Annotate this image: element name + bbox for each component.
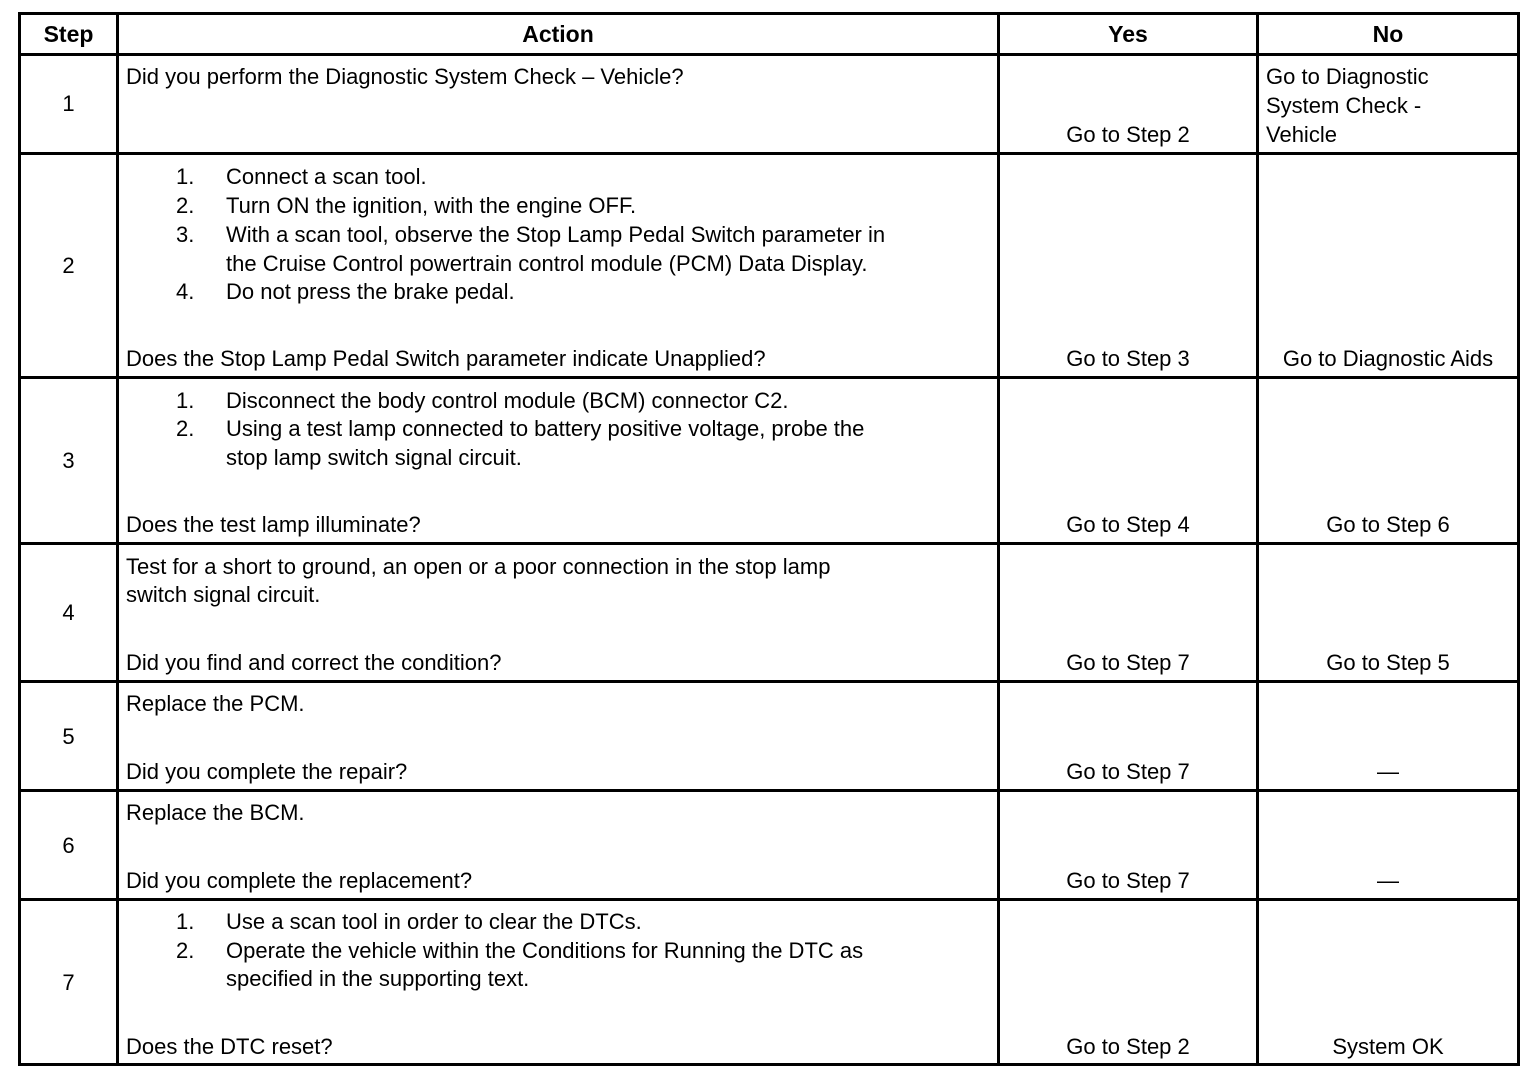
yes-result: Go to Step 3 <box>1066 346 1190 371</box>
step-number: 2 <box>62 253 75 278</box>
list-text: Turn ON the ignition, with the engine OFF. <box>226 193 637 218</box>
header-yes: Yes <box>1108 20 1148 47</box>
step-number: 6 <box>62 832 75 858</box>
header-action: Action <box>522 20 594 47</box>
column-divider <box>1256 12 1259 1066</box>
no-result-line: System Check - <box>1266 93 1422 118</box>
header-no: No <box>1372 20 1404 47</box>
row-divider <box>18 542 1520 545</box>
action-text: Replace the PCM. <box>126 691 305 716</box>
action-question: Does the test lamp illuminate? <box>126 512 421 537</box>
no-result: — <box>1377 759 1399 784</box>
no-result-line: Vehicle <box>1266 122 1337 147</box>
yes-result: Go to Step 4 <box>1066 512 1190 537</box>
row-divider <box>18 898 1520 901</box>
row-divider <box>18 376 1520 379</box>
list-number: 2. <box>176 938 195 963</box>
list-text: Disconnect the body control module (BCM) connector C2. <box>226 388 789 413</box>
no-result-line: Go to Diagnostic <box>1266 64 1429 89</box>
table-border-bottom <box>18 1063 1520 1066</box>
no-result: Go to Step 5 <box>1326 650 1450 675</box>
step-number: 4 <box>62 600 75 625</box>
step-number: 1 <box>62 91 75 116</box>
list-text: the Cruise Control powertrain control module (PCM) Data Display. <box>226 251 868 276</box>
action-question: Did you find and correct the condition? <box>126 650 502 675</box>
list-text: Use a scan tool in order to clear the DTCs. <box>226 909 642 934</box>
column-divider <box>997 12 1000 1066</box>
yes-result: Go to Step 2 <box>1066 122 1190 147</box>
no-result: Go to Diagnostic Aids <box>1282 346 1494 371</box>
list-number: 4. <box>176 279 195 304</box>
action-question: Does the DTC reset? <box>126 1034 333 1059</box>
step-number: 3 <box>62 448 75 473</box>
list-number: 1. <box>176 909 195 934</box>
list-number: 2. <box>176 193 195 218</box>
list-text: Operate the vehicle within the Conditions for Running the DTC as <box>226 938 864 963</box>
yes-result: Go to Step 2 <box>1066 1034 1190 1059</box>
step-number: 5 <box>62 723 75 749</box>
row-divider <box>18 680 1520 683</box>
list-number: 1. <box>176 388 195 413</box>
no-result: System OK <box>1332 1034 1444 1059</box>
list-number: 1. <box>176 164 195 189</box>
yes-result: Go to Step 7 <box>1066 759 1190 784</box>
list-text: stop lamp switch signal circuit. <box>226 445 522 470</box>
list-number: 2. <box>176 416 195 441</box>
yes-result: Go to Step 7 <box>1066 868 1190 893</box>
action-question: Did you perform the Diagnostic System Check – Vehicle? <box>126 64 684 89</box>
list-text: Connect a scan tool. <box>226 164 427 189</box>
yes-result: Go to Step 7 <box>1066 650 1190 675</box>
list-text: Do not press the brake pedal. <box>226 279 515 304</box>
action-text: Test for a short to ground, an open or a poor connection in the stop lamp <box>126 554 831 579</box>
list-text: With a scan tool, observe the Stop Lamp Pedal Switch parameter in <box>226 222 886 247</box>
list-text: specified in the supporting text. <box>226 966 530 991</box>
row-divider <box>18 152 1520 155</box>
no-result: — <box>1377 868 1399 893</box>
row-divider <box>18 789 1520 792</box>
action-text: switch signal circuit. <box>126 582 321 607</box>
action-question: Did you complete the repair? <box>126 759 408 784</box>
table-border-right <box>1517 12 1520 1066</box>
action-text: Replace the BCM. <box>126 800 305 825</box>
step-number: 7 <box>62 969 75 995</box>
action-question: Did you complete the replacement? <box>126 868 473 893</box>
header-step: Step <box>43 20 94 47</box>
no-result: Go to Step 6 <box>1326 512 1450 537</box>
list-text: Using a test lamp connected to battery positive voltage, probe the <box>226 416 865 441</box>
action-question: Does the Stop Lamp Pedal Switch parameter indicate Unapplied? <box>126 346 766 371</box>
list-number: 3. <box>176 222 195 247</box>
